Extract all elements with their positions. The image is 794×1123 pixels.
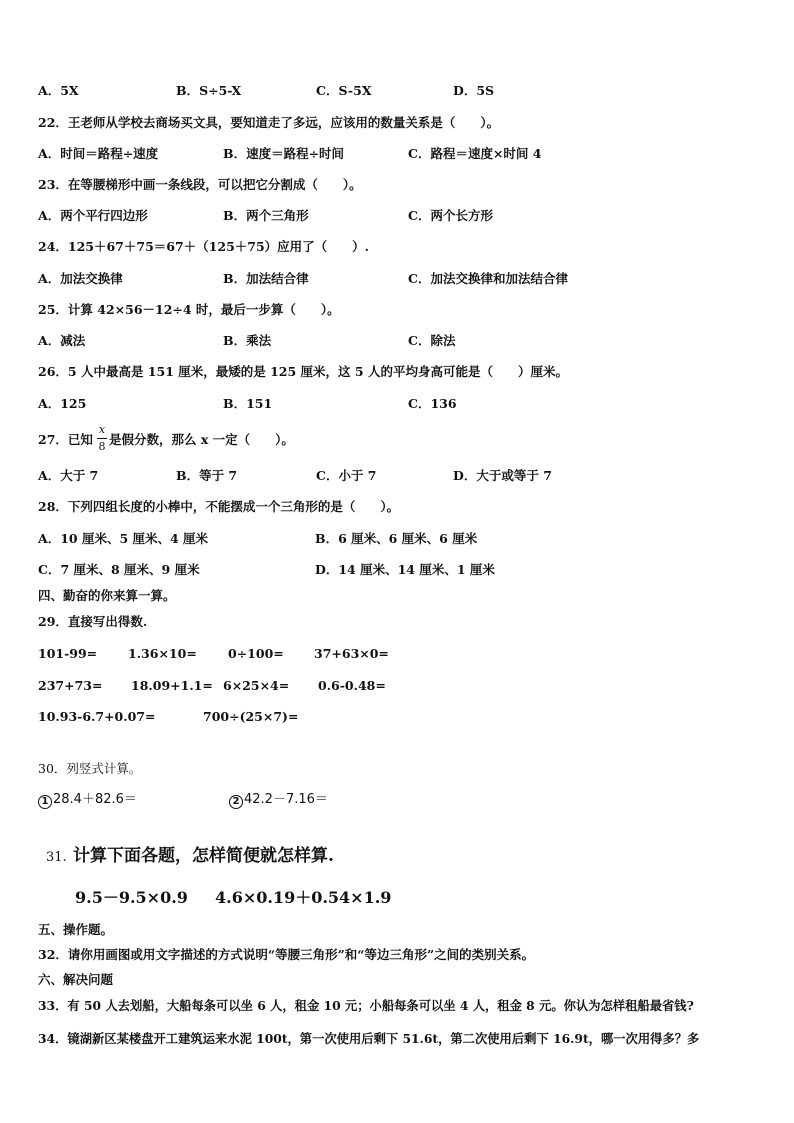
section-6-heading: 六、解决问题	[38, 972, 114, 987]
q30-stem: 30．列竖式计算。	[38, 761, 142, 776]
q22-option-c: C．路程＝速度×时间 4	[408, 146, 542, 161]
q31-expression-1: 9.5－9.5×0.9	[75, 888, 188, 907]
q29-expr: 1.36×10=	[128, 646, 197, 661]
q24-option-c: C．加法交换律和加法结合律	[408, 271, 568, 286]
q29-expr: 0.6-0.48=	[318, 678, 386, 693]
q27-suffix: 是假分数，那么 x 一定（ ）。	[109, 432, 294, 447]
q31-expression-2: 4.6×0.19＋0.54×1.9	[215, 888, 392, 907]
q29-expr: 37+63×0=	[314, 646, 389, 661]
q23-option-a: A．两个平行四边形	[38, 208, 148, 223]
q29-stem: 29．直接写出得数.	[38, 614, 148, 629]
section-5-heading: 五、操作题。	[38, 922, 114, 937]
q34-stem: 34．镜湖新区某楼盘开工建筑运来水泥 100t，第一次使用后剩下 51.6t，第二次使用后剩下 16.9t，哪一次用得多？多	[38, 1031, 700, 1046]
q24-stem: 24．125＋67＋75＝67＋（125＋75）应用了（ ）.	[38, 239, 370, 254]
q22-option-b: B．速度＝路程÷时间	[223, 146, 345, 161]
q32-stem: 32．请你用画图或用文字描述的方式说明“等腰三角形”和“等边三角形”之间的类别关系。	[38, 947, 535, 962]
q28-stem: 28．下列四组长度的小棒中，不能摆成一个三角形的是（ ）。	[38, 499, 400, 514]
q33-stem: 33．有 50 人去划船，大船每条可以坐 6 人，租金 10 元；小船每条可以坐 4 人，租金 8 元。你认为怎样租船最省钱?	[38, 998, 694, 1013]
q25-option-c: C．除法	[408, 333, 456, 348]
q26-option-b: B．151	[223, 396, 273, 411]
q27-option-a: A．大于 7	[38, 468, 99, 483]
q30-expression-1	[38, 792, 137, 809]
q21-option-b: B．S÷5-X	[176, 83, 242, 98]
q27-option-d: D．大于或等于 7	[453, 468, 552, 483]
q27-fraction-bar	[97, 438, 107, 439]
circled-number-2: 2	[229, 795, 243, 809]
section-4-heading: 四、勤奋的你来算一算。	[38, 588, 176, 603]
q21-option-c: C．S-5X	[316, 83, 372, 98]
q27-option-b: B．等于 7	[176, 468, 238, 483]
circled-number-1: 1	[38, 795, 52, 809]
q27-prefix: 27．已知	[38, 432, 93, 447]
q23-option-b: B．两个三角形	[223, 208, 309, 223]
q28-option-c: C．7 厘米、8 厘米、9 厘米	[38, 562, 200, 577]
q29-expr: 237+73=	[38, 678, 103, 693]
q25-option-b: B．乘法	[223, 333, 272, 348]
q31-number: 31.	[46, 850, 67, 865]
q22-option-a: A．时间＝路程÷速度	[38, 146, 159, 161]
q29-expr: 700÷(25×7)=	[203, 709, 299, 724]
q27-option-c: C．小于 7	[316, 468, 377, 483]
q24-option-a: A．加法交换律	[38, 271, 123, 286]
q21-option-a: A．5X	[38, 83, 79, 98]
q23-option-c: C．两个长方形	[408, 208, 493, 223]
q23-stem: 23．在等腰梯形中画一条线段，可以把它分割成（ ）。	[38, 177, 362, 192]
q30-expr-1: 28.4＋82.6＝	[53, 792, 137, 807]
q27-fraction-denominator: 8	[98, 440, 106, 453]
q22-stem: 22．王老师从学校去商场买文具，要知道走了多远，应该用的数量关系是（ ）。	[38, 115, 500, 130]
q28-option-b: B．6 厘米、6 厘米、6 厘米	[315, 531, 478, 546]
q26-stem: 26．5 人中最高是 151 厘米，最矮的是 125 厘米，这 5 人的平均身高可能是（ ）厘米。	[38, 364, 568, 379]
q26-option-c: C．136	[408, 396, 457, 411]
q29-expr: 6×25×4=	[223, 678, 290, 693]
q28-option-d: D．14 厘米、14 厘米、1 厘米	[315, 562, 495, 577]
q31-stem: 计算下面各题，怎样简便就怎样算.	[73, 846, 334, 866]
q30-expr-2: 42.2－7.16＝	[244, 792, 328, 807]
q24-option-b: B．加法结合律	[223, 271, 309, 286]
q21-option-d: D．5S	[453, 83, 495, 98]
q26-option-a: A．125	[38, 396, 87, 411]
q25-stem: 25．计算 42×56－12÷4 时，最后一步算（ ）。	[38, 302, 340, 317]
q30-expression-2	[229, 792, 328, 809]
q27-fraction-numerator: x	[98, 423, 106, 436]
q28-option-a: A．10 厘米、5 厘米、4 厘米	[38, 531, 209, 546]
q29-expr: 0÷100=	[228, 646, 284, 661]
q29-expr: 18.09+1.1=	[131, 678, 213, 693]
q29-expr: 10.93-6.7+0.07=	[38, 709, 156, 724]
q29-expr: 101-99=	[38, 646, 98, 661]
q25-option-a: A．减法	[38, 333, 86, 348]
